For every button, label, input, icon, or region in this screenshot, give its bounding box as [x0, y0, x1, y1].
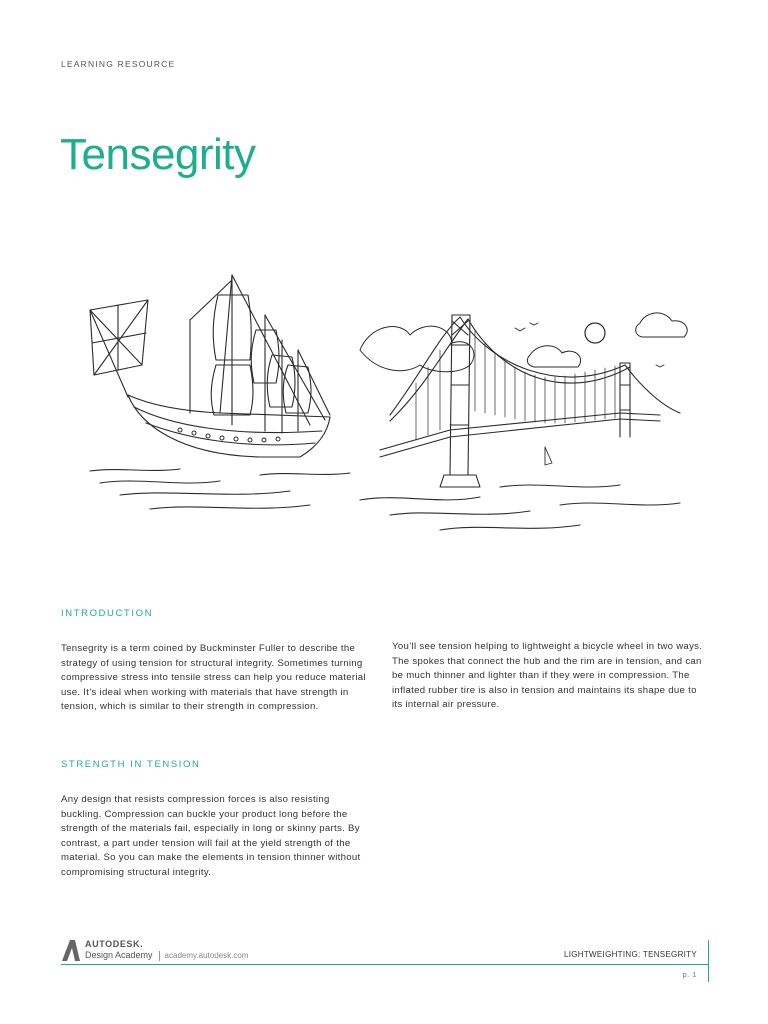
introduction-paragraph-1: Tensegrity is a term coined by Buckminster Fuller to describe the strategy of using tension for structural integrity. Sometimes turning compressive stress into tensile stress can help you reduce material use. It’s ideal when working with materials that have strength in tension, which is similar to their strength in compression. — [61, 643, 366, 713]
page-number: p. 1 — [682, 970, 697, 979]
section-heading-strength-in-tension: STRENGTH IN TENSION — [61, 759, 201, 770]
footer-section-label: LIGHTWEIGHTING: TENSEGRITY — [564, 950, 697, 959]
eyebrow-label: LEARNING RESOURCE — [61, 59, 176, 69]
autodesk-a-icon — [61, 938, 81, 962]
bridge-drawing — [360, 313, 687, 530]
ship-drawing — [90, 275, 350, 509]
strength-paragraph: Any design that resists compression forces is also resisting buckling. Compression can buckle your product long before the strength of the materials fail, especially in long or skinny parts. By contrast, a part under tension will fail at the yield strength of the material. So you can make the elements in tension thinner without compromising structural integrity. — [61, 794, 361, 878]
page-title: Tensegrity — [60, 130, 256, 179]
autodesk-logo — [61, 938, 248, 962]
logo-brand-text: AUTODESK. — [85, 939, 144, 949]
footer-divider — [61, 964, 709, 965]
footer-url-link[interactable]: academy.autodesk.com — [159, 951, 249, 961]
illustration-ship-and-bridge — [60, 225, 710, 585]
introduction-paragraph-2: You’ll see tension helping to lightweight a bicycle wheel in two ways. The spokes that connect the hub and the rim are in tension, and can be much thinner and lighter than if they were in compression. The inflated rubber tire is also in tension and maintains its shape due to its internal air pressure. — [392, 641, 703, 711]
section-heading-introduction: INTRODUCTION — [61, 608, 154, 619]
logo-sub-text: Design Academy — [85, 950, 153, 960]
footer-vertical-divider — [708, 940, 709, 982]
